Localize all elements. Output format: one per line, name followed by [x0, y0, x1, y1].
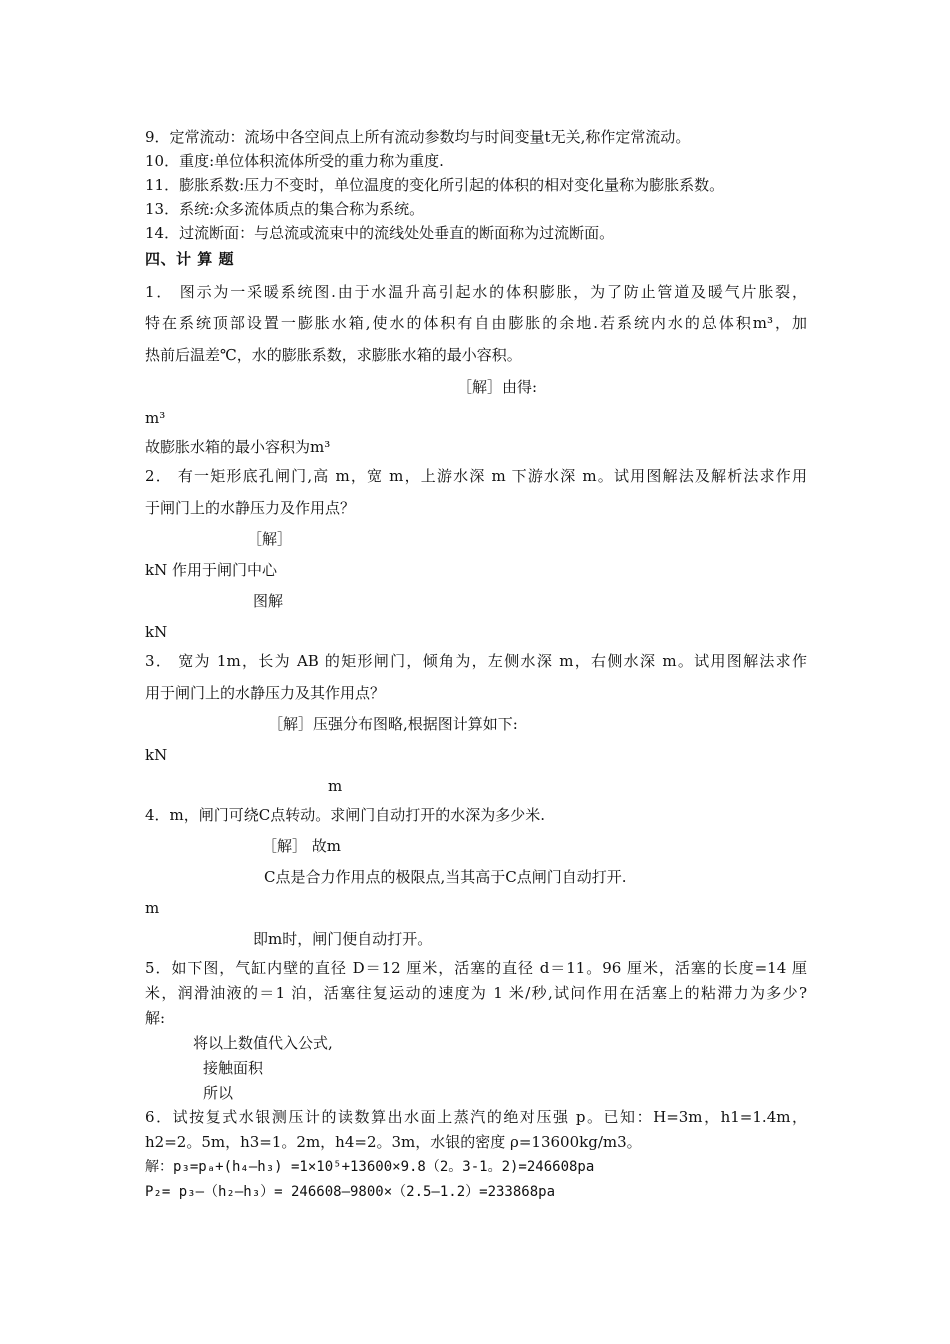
problem-5-line-1: 5．如下图，气缸内壁的直径 D＝12 厘米，活塞的直径 d＝11。96 厘米，活塞的长度=14 厘 [145, 959, 807, 977]
problem-2-line-1: 2． 有一矩形底孔闸门,高 m，宽 m，上游水深 m 下游水深 m。试用图解法及解析法求作用 [145, 467, 807, 485]
problem-1-solution: ［解］由得: [457, 378, 538, 396]
definition-item-13: 13．系统:众多流体质点的集合称为系统。 [145, 200, 425, 218]
problem-1-line-1: 1． 图示为一采暖系统图.由于水温升高引起水的体积膨胀，为了防止管道及暖气片胀裂， [145, 283, 807, 301]
section-heading: 四、计 算 题 [145, 250, 234, 268]
problem-3-point-unit: m [328, 777, 343, 795]
definition-item-9: 9．定常流动：流场中各空间点上所有流动参数均与时间变量t无关,称作定常流动。 [145, 128, 691, 146]
problem-5-step-2: 接触面积 [203, 1059, 264, 1077]
problem-2-line-2: 于闸门上的水静压力及作用点？ [145, 499, 356, 517]
problem-3-force-unit: kN [145, 746, 168, 764]
problem-1-result-unit: m³ [145, 409, 166, 427]
problem-6-line-2: h2=2。5m，h3=1。2m，h4=2。3m，水银的密度 ρ=13600kg/m3。 [145, 1133, 642, 1151]
problem-2-graphic-result: kN [145, 623, 168, 641]
problem-6-formula-2: P₂= p₃—（h₂—h₃）= 246608—9800×（2.5—1.2）=233868pa [145, 1184, 556, 1200]
problem-3-line-1: 3． 宽为 1m，长为 AB 的矩形闸门，倾角为，左侧水深 m，右侧水深 m。试用图解法求作 [145, 652, 807, 670]
problem-3-line-2: 用于闸门上的水静压力及其作用点？ [145, 684, 386, 702]
definition-item-14: 14．过流断面：与总流或流束中的流线处处垂直的断面称为过流断面。 [145, 224, 615, 242]
problem-1-line-3: 热前后温差℃，水的膨胀系数，求膨胀水箱的最小容积。 [145, 346, 522, 364]
problem-5-step-3: 所以 [203, 1084, 234, 1102]
problem-5-line-2: 米，润滑油液的＝1 泊，活塞往复运动的速度为 1 米/秒,试问作用在活塞上的粘滞力为多少? [145, 984, 807, 1002]
problem-6-line-1: 6．试按复式水银测压计的读数算出水面上蒸汽的绝对压强 p。已知：H=3m，h1=1.4m， [145, 1108, 807, 1126]
problem-3-solution: ［解］压强分布图略,根据图计算如下: [268, 715, 518, 733]
problem-4-result-unit: m [145, 899, 160, 917]
problem-2-analytic-result: kN 作用于闸门中心 [145, 561, 277, 579]
problem-1-line-2: 特在系统顶部设置一膨胀水箱,使水的体积有自由膨胀的余地.若系统内水的总体积m³，加 [145, 314, 807, 332]
problem-1-conclusion: 故膨胀水箱的最小容积为m³ [145, 438, 331, 456]
definition-item-10: 10．重度:单位体积流体所受的重力称为重度. [145, 152, 444, 170]
problem-4-solution: ［解］ 故m [262, 837, 341, 855]
problem-4-statement: 4．m，闸门可绕C点转动。求闸门自动打开的水深为多少米. [145, 806, 546, 824]
problem-5-solution-label: 解: [145, 1009, 166, 1027]
problem-4-explanation: C点是合力作用点的极限点,当其高于C点闸门自动打开. [264, 868, 627, 886]
problem-2-solution-label: ［解］ [247, 530, 293, 548]
problem-4-conclusion: 即m时，闸门便自动打开。 [253, 930, 433, 948]
definition-item-11: 11．膨胀系数:压力不变时，单位温度的变化所引起的体积的相对变化量称为膨胀系数。 [145, 176, 725, 194]
problem-5-step-1: 将以上数值代入公式, [193, 1034, 333, 1052]
problem-6-formula-1: 解：p₃=pₐ+(h₄–h₃) =1×10⁵+13600×9.8（2。3-1。2)=246608pa [145, 1159, 595, 1175]
problem-2-graphic-label: 图解 [253, 592, 284, 610]
